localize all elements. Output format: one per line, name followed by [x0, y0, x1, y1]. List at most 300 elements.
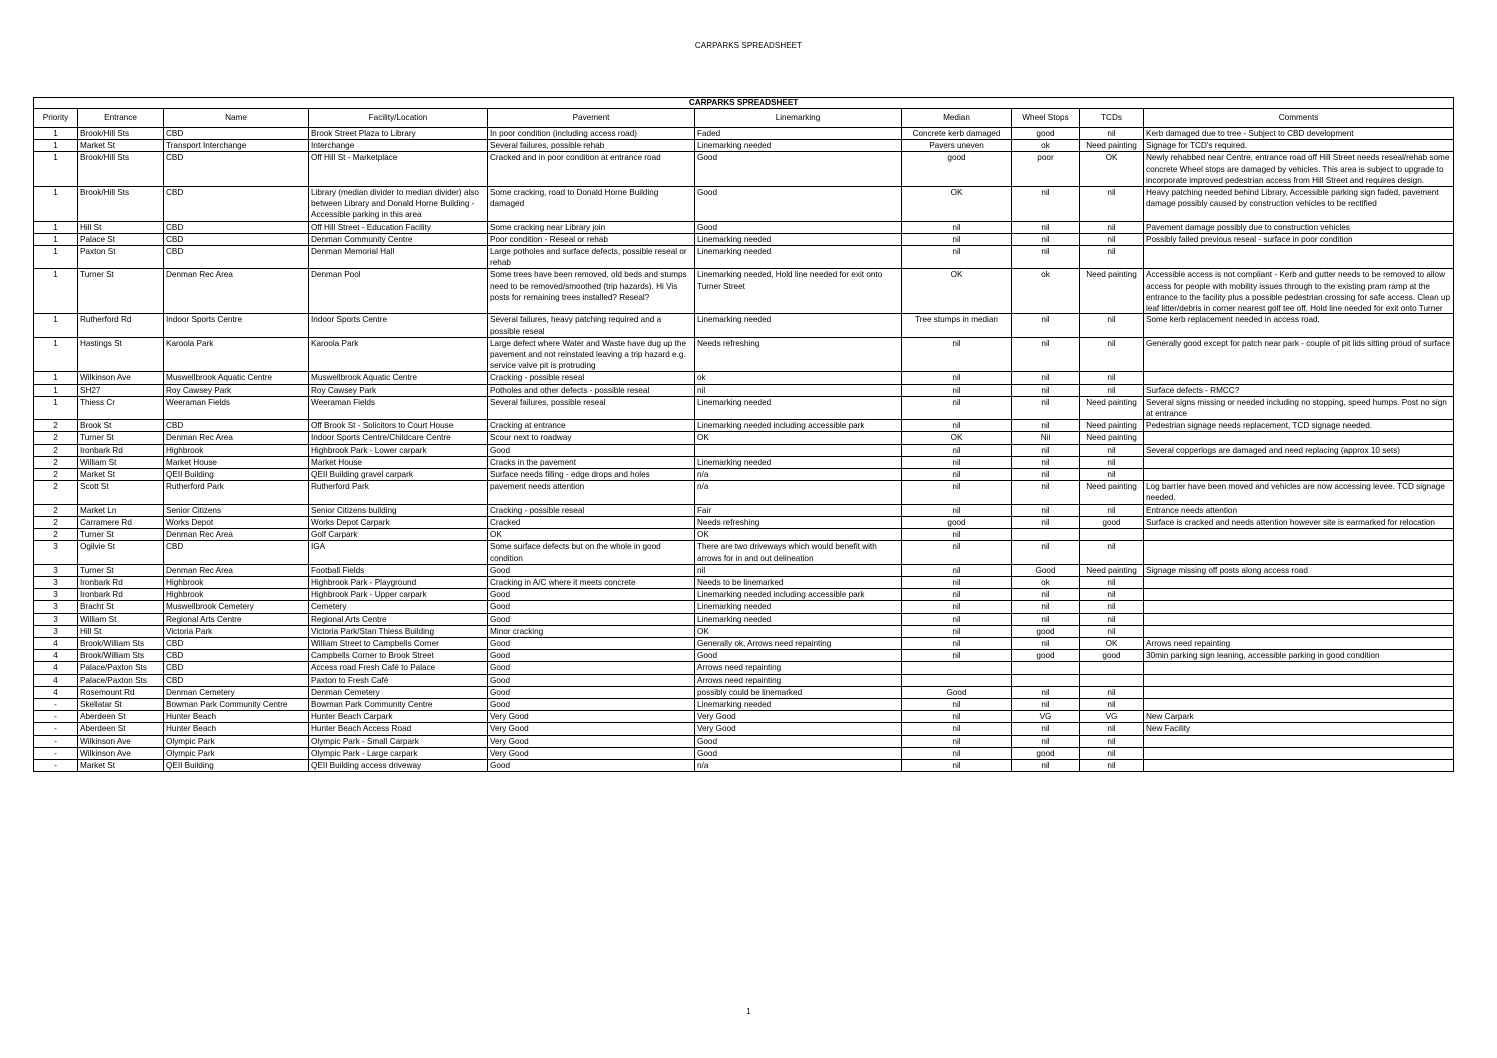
cell-text: Needs to be linemarked	[697, 577, 784, 587]
cell-wheel-stops	[1012, 674, 1080, 686]
cell-text: nil	[952, 457, 961, 467]
cell-text: Market St	[80, 141, 116, 151]
cell-text: 2	[53, 470, 58, 480]
cell-text: SH27	[80, 385, 101, 395]
cell-wheel-stops	[1012, 420, 1080, 432]
column-header-tcds: TCDs	[1080, 109, 1144, 128]
cell-text: Signage missing off posts along access road	[1146, 565, 1308, 575]
cell-name	[164, 444, 309, 456]
table-row	[34, 589, 1454, 601]
cell-comments	[1144, 444, 1454, 456]
table-row	[34, 420, 1454, 432]
cell-text: Brook/Hill Sts	[80, 153, 130, 163]
cell-name	[164, 469, 309, 481]
cell-comments	[1144, 432, 1454, 444]
cell-text: 2	[53, 505, 58, 515]
cell-comments	[1144, 613, 1454, 625]
cell-facility-location	[309, 564, 488, 576]
cell-wheel-stops	[1012, 564, 1080, 576]
cell-name	[164, 481, 309, 504]
cell-text: Good	[946, 687, 967, 697]
cell-comments	[1144, 541, 1454, 564]
cell-name	[164, 140, 309, 152]
table-row	[34, 529, 1454, 541]
cell-text: Surface needs filling - edge drops and holes	[490, 470, 650, 480]
cell-text: nil	[952, 590, 961, 600]
cell-tcds	[1080, 759, 1144, 771]
cell-text: Cracks in the pavement	[490, 457, 577, 467]
cell-text: Heavy patching needed behind Library, Accessible parking sign faded, pavement damage possibly caused by construction vehicles to be rectified	[1146, 188, 1439, 209]
cell-median	[902, 269, 1012, 314]
cell-text: nil	[952, 577, 961, 587]
cell-text: Brook Street Plaza to Library	[311, 129, 416, 138]
cell-entrance	[78, 698, 164, 710]
cell-text: Paxton St	[80, 247, 116, 257]
cell-text: good	[1102, 517, 1121, 527]
cell-name	[164, 432, 309, 444]
cell-median	[902, 444, 1012, 456]
cell-text: Bracht St	[80, 602, 114, 612]
cell-text: Linemarking needed	[697, 614, 772, 624]
cell-linemarking	[695, 625, 902, 637]
cell-text: Market Ln	[80, 505, 117, 515]
cell-entrance	[78, 637, 164, 649]
cell-tcds	[1080, 432, 1144, 444]
cell-wheel-stops	[1012, 759, 1080, 771]
cell-priority	[34, 698, 78, 710]
cell-text: CBD	[166, 638, 184, 648]
cell-linemarking	[695, 747, 902, 759]
cell-text: QEII Building gravel carpark	[311, 470, 413, 480]
cell-comments	[1144, 735, 1454, 747]
cell-median	[902, 372, 1012, 384]
cell-linemarking	[695, 589, 902, 601]
cell-linemarking	[695, 650, 902, 662]
cell-text: Transport Interchange	[166, 141, 247, 151]
cell-entrance	[78, 613, 164, 625]
cell-text: good	[947, 153, 966, 163]
cell-text: nil	[1107, 338, 1116, 348]
cell-text: Karoola Park	[166, 338, 214, 348]
cell-text: nil	[1107, 577, 1116, 587]
cell-tcds	[1080, 152, 1144, 187]
cell-comments	[1144, 187, 1454, 222]
cell-text: nil	[1107, 736, 1116, 746]
cell-facility-location	[309, 625, 488, 637]
cell-linemarking	[695, 529, 902, 541]
cell-name	[164, 246, 309, 269]
cell-tcds	[1080, 662, 1144, 674]
cell-text: Olympic Park - Large carpark	[311, 748, 418, 758]
cell-entrance	[78, 456, 164, 468]
column-header-wheel-stops: Wheel Stops	[1012, 109, 1080, 128]
cell-tcds	[1080, 541, 1144, 564]
cell-text: CBD	[166, 188, 184, 198]
cell-tcds	[1080, 314, 1144, 337]
cell-priority	[34, 529, 78, 541]
cell-text: n/a	[697, 470, 709, 480]
cell-comments	[1144, 698, 1454, 710]
cell-text: Some cracking, road to Donald Horne Building damaged	[490, 188, 659, 209]
cell-text: Good	[490, 675, 511, 685]
cell-facility-location	[309, 504, 488, 516]
cell-text: Karoola Park	[311, 338, 359, 348]
cell-entrance	[78, 711, 164, 723]
cell-tcds	[1080, 372, 1144, 384]
cell-text: William St	[80, 614, 117, 624]
cell-text: good	[1102, 651, 1121, 661]
cell-text: Indoor Sports Centre/Childcare Centre	[311, 433, 451, 443]
cell-text: Linemarking needed	[697, 457, 772, 467]
cell-text: nil	[1041, 315, 1050, 325]
cell-text: nil	[952, 736, 961, 746]
cell-text: Denman Rec Area	[166, 565, 233, 575]
cell-facility-location	[309, 747, 488, 759]
cell-text: Accessible access is not compliant - Kerb and gutter needs to be removed to allow access for people with mobility issues through to the existing pram ramp at the entrance to the facility plus a possible pedestrian crossing for safe access. Clean up leaf litter/debris in corner nearest golf tee off. Hold line needed for exit onto Turner	[1146, 270, 1451, 314]
cell-text: nil	[952, 338, 961, 348]
cell-text: Bowman Park Community Centre	[166, 699, 288, 709]
cell-pavement	[488, 337, 695, 372]
cell-text: OK	[950, 270, 963, 280]
cell-median	[902, 723, 1012, 735]
cell-name	[164, 152, 309, 187]
cell-entrance	[78, 269, 164, 314]
cell-median	[902, 233, 1012, 245]
cell-wheel-stops	[1012, 481, 1080, 504]
cell-text: nil	[1107, 234, 1116, 244]
cell-text: ok	[1041, 270, 1050, 280]
cell-text: Denman Rec Area	[166, 270, 233, 280]
cell-text: nil	[1107, 222, 1116, 232]
cell-tcds	[1080, 420, 1144, 432]
cell-text: nil	[1041, 445, 1050, 455]
cell-comments	[1144, 747, 1454, 759]
cell-text: Arrows need repainting	[697, 663, 782, 673]
cell-name	[164, 504, 309, 516]
cell-priority	[34, 432, 78, 444]
table-row	[34, 246, 1454, 269]
cell-text: Needs refreshing	[697, 517, 760, 527]
cell-text: Arrows need repainting	[697, 675, 782, 685]
cell-text: nil	[1107, 470, 1116, 480]
cell-text: -	[54, 712, 57, 722]
cell-pavement	[488, 221, 695, 233]
cell-text: 3	[53, 577, 58, 587]
cell-pavement	[488, 384, 695, 396]
cell-text: Denman Memorial Hall	[311, 247, 395, 257]
cell-text: Need painting	[1086, 141, 1137, 151]
cell-name	[164, 576, 309, 588]
cell-priority	[34, 747, 78, 759]
cell-text: Library (median divider to median divider) also between Library and Donald Horne Building - Accessible parking in this area	[311, 188, 479, 220]
cell-priority	[34, 221, 78, 233]
cell-entrance	[78, 432, 164, 444]
cell-text: nil	[1041, 234, 1050, 244]
document-title: CARPARKS SPREADSHEET	[694, 41, 803, 50]
cell-text: 1	[53, 315, 58, 325]
cell-text: nil	[952, 614, 961, 624]
cell-text: Denman Rec Area	[166, 530, 233, 540]
cell-comments	[1144, 246, 1454, 269]
cell-median	[902, 625, 1012, 637]
cell-text: Good	[490, 590, 511, 600]
cell-median	[902, 735, 1012, 747]
cell-text: Highbrook	[166, 577, 204, 587]
cell-text: good	[1036, 748, 1055, 758]
cell-name	[164, 384, 309, 396]
cell-text: nil	[952, 505, 961, 515]
table-row	[34, 128, 1454, 140]
column-header-priority: Priority	[34, 109, 78, 128]
cell-entrance	[78, 372, 164, 384]
cell-linemarking	[695, 221, 902, 233]
cell-linemarking	[695, 456, 902, 468]
cell-text: Linemarking needed, Hold line needed for exit onto Turner Street	[697, 270, 883, 291]
cell-text: William St	[80, 457, 117, 467]
cell-text: Cemetery	[311, 602, 347, 612]
cell-text: Weeraman Fields	[311, 397, 376, 407]
cell-median	[902, 396, 1012, 419]
cell-wheel-stops	[1012, 140, 1080, 152]
table-row	[34, 698, 1454, 710]
cell-text: Several failures, possible reseal	[490, 397, 606, 407]
cell-text: Off Hill St - Marketplace	[311, 153, 398, 163]
cell-wheel-stops	[1012, 601, 1080, 613]
cell-wheel-stops	[1012, 269, 1080, 314]
cell-priority	[34, 589, 78, 601]
cell-tcds	[1080, 233, 1144, 245]
cell-text: Several failures, heavy patching required and a possible reseal	[490, 315, 662, 336]
cell-text: Very Good	[490, 724, 529, 734]
cell-entrance	[78, 384, 164, 396]
cell-text: nil	[1041, 736, 1050, 746]
cell-text: 1	[53, 188, 58, 198]
cell-entrance	[78, 759, 164, 771]
cell-text: 1	[53, 234, 58, 244]
cell-median	[902, 564, 1012, 576]
cell-text: Cracked	[490, 517, 521, 527]
cell-facility-location	[309, 601, 488, 613]
column-header-median: Median	[902, 109, 1012, 128]
cell-text: Several failures, possible rehab	[490, 141, 605, 151]
table-row	[34, 504, 1454, 516]
cell-text: Linemarking needed	[697, 699, 772, 709]
cell-text: Palace St	[80, 234, 116, 244]
cell-text: Thiess Cr	[80, 397, 116, 407]
cell-comments	[1144, 233, 1454, 245]
cell-text: Victoria Park/Stan Thiess Building	[311, 626, 435, 636]
cell-comments	[1144, 589, 1454, 601]
cell-priority	[34, 650, 78, 662]
cell-text: Weeraman Fields	[166, 397, 231, 407]
cell-text: nil	[1107, 315, 1116, 325]
cell-text: Muswellbrook Cemetery	[166, 602, 254, 612]
cell-text: Several signs missing or needed including no stopping, speed humps. Post no sign at entrance	[1146, 397, 1447, 419]
cell-text: nil	[1107, 590, 1116, 600]
cell-text: 2	[53, 421, 58, 431]
cell-text: Brook/William Sts	[80, 638, 145, 648]
cell-comments	[1144, 128, 1454, 140]
cell-text: nil	[952, 651, 961, 661]
cell-priority	[34, 674, 78, 686]
column-header-entrance: Entrance	[78, 109, 164, 128]
table-row	[34, 372, 1454, 384]
cell-entrance	[78, 396, 164, 419]
cell-comments	[1144, 372, 1454, 384]
cell-text: nil	[1107, 129, 1116, 138]
cell-tcds	[1080, 589, 1144, 601]
cell-text: ok	[1041, 141, 1050, 151]
table-row	[34, 576, 1454, 588]
cell-text: nil	[1041, 482, 1050, 492]
table-row	[34, 662, 1454, 674]
cell-text: nil	[1041, 699, 1050, 709]
cell-text: OK	[697, 530, 709, 540]
cell-entrance	[78, 674, 164, 686]
cell-text: Concrete kerb damaged	[912, 129, 1001, 138]
cell-comments	[1144, 469, 1454, 481]
cell-name	[164, 314, 309, 337]
cell-text: ok	[697, 373, 706, 383]
cell-text: Highbrook	[166, 445, 204, 455]
cell-text: Skellatar St	[80, 699, 122, 709]
cell-text: Denman Cemetery	[166, 687, 235, 697]
cell-text: VG	[1039, 712, 1052, 722]
cell-name	[164, 625, 309, 637]
cell-priority	[34, 723, 78, 735]
cell-text: Muswellbrook Aquatic Centre	[311, 373, 418, 383]
cell-text: Good	[490, 602, 511, 612]
cell-comments	[1144, 221, 1454, 233]
cell-text: Market House	[166, 457, 217, 467]
cell-pavement	[488, 504, 695, 516]
cell-tcds	[1080, 637, 1144, 649]
cell-priority	[34, 516, 78, 528]
cell-text: Indoor Sports Centre	[166, 315, 243, 325]
cell-text: CBD	[166, 234, 184, 244]
cell-text: nil	[1041, 385, 1050, 395]
cell-facility-location	[309, 686, 488, 698]
cell-text: 4	[53, 651, 58, 661]
cell-text: nil	[1041, 397, 1050, 407]
cell-text: nil	[952, 234, 961, 244]
cell-text: Scour next to roadway	[490, 433, 572, 443]
cell-priority	[34, 337, 78, 372]
cell-text: OK	[697, 433, 709, 443]
cell-entrance	[78, 420, 164, 432]
cell-text: Senior Citizens	[166, 505, 222, 515]
page-number: 1	[746, 1007, 751, 1016]
cell-tcds	[1080, 384, 1144, 396]
cell-wheel-stops	[1012, 396, 1080, 419]
cell-linemarking	[695, 337, 902, 372]
cell-wheel-stops	[1012, 576, 1080, 588]
cell-text: Pavers uneven	[929, 141, 984, 151]
cell-text: Rutherford Park	[166, 482, 224, 492]
cell-text: Rutherford Rd	[80, 315, 132, 325]
cell-wheel-stops	[1012, 456, 1080, 468]
cell-facility-location	[309, 469, 488, 481]
cell-text: 4	[53, 663, 58, 673]
cell-text: Works Depot Carpark	[311, 517, 390, 527]
column-header-comments: Comments	[1144, 109, 1454, 128]
cell-text: Linemarking needed	[697, 247, 772, 257]
cell-text: Regional Arts Centre	[166, 614, 242, 624]
cell-tcds	[1080, 481, 1144, 504]
cell-text: Ironbark Rd	[80, 590, 123, 600]
cell-entrance	[78, 541, 164, 564]
cell-name	[164, 337, 309, 372]
cell-tcds	[1080, 444, 1144, 456]
cell-tcds	[1080, 337, 1144, 372]
cell-pavement	[488, 152, 695, 187]
table-header-row	[34, 109, 1454, 128]
cell-wheel-stops	[1012, 747, 1080, 759]
table-row	[34, 221, 1454, 233]
cell-text: 3	[53, 542, 58, 552]
cell-facility-location	[309, 698, 488, 710]
cell-median	[902, 747, 1012, 759]
cell-linemarking	[695, 711, 902, 723]
cell-text: poor	[1037, 153, 1054, 163]
cell-text: 1	[53, 247, 58, 257]
cell-name	[164, 747, 309, 759]
cell-linemarking	[695, 686, 902, 698]
cell-priority	[34, 711, 78, 723]
cell-pavement	[488, 372, 695, 384]
table-row	[34, 187, 1454, 222]
cell-text: 1	[53, 373, 58, 383]
cell-text: Denman Rec Area	[166, 433, 233, 443]
cell-text: nil	[1041, 421, 1050, 431]
cell-name	[164, 396, 309, 419]
cell-name	[164, 372, 309, 384]
table-row	[34, 711, 1454, 723]
cell-comments	[1144, 140, 1454, 152]
cell-text: Bowman Park Community Centre	[311, 699, 433, 709]
cell-text: nil	[1041, 542, 1050, 552]
cell-tcds	[1080, 221, 1144, 233]
cell-median	[902, 384, 1012, 396]
cell-wheel-stops	[1012, 128, 1080, 140]
cell-text: nil	[1041, 760, 1050, 770]
cell-text: nil	[1107, 626, 1116, 636]
table-row	[34, 735, 1454, 747]
cell-median	[902, 314, 1012, 337]
cell-median	[902, 516, 1012, 528]
cell-text: Hill St	[80, 222, 102, 232]
cell-priority	[34, 314, 78, 337]
cell-pavement	[488, 601, 695, 613]
cell-linemarking	[695, 396, 902, 419]
cell-name	[164, 187, 309, 222]
cell-entrance	[78, 576, 164, 588]
cell-text: Good	[697, 153, 718, 163]
cell-text: 1	[53, 385, 58, 395]
cell-text: 2	[53, 445, 58, 455]
cell-linemarking	[695, 372, 902, 384]
cell-wheel-stops	[1012, 314, 1080, 337]
cell-text: Market St	[80, 470, 116, 480]
cell-text: OK	[490, 530, 502, 540]
cell-linemarking	[695, 233, 902, 245]
cell-comments	[1144, 420, 1454, 432]
cell-text: Brook/Hill Sts	[80, 188, 130, 198]
cell-text: Muswellbrook Aquatic Centre	[166, 373, 273, 383]
table-row	[34, 140, 1454, 152]
cell-text: Turner St	[80, 270, 114, 280]
cell-text: 1	[53, 397, 58, 407]
